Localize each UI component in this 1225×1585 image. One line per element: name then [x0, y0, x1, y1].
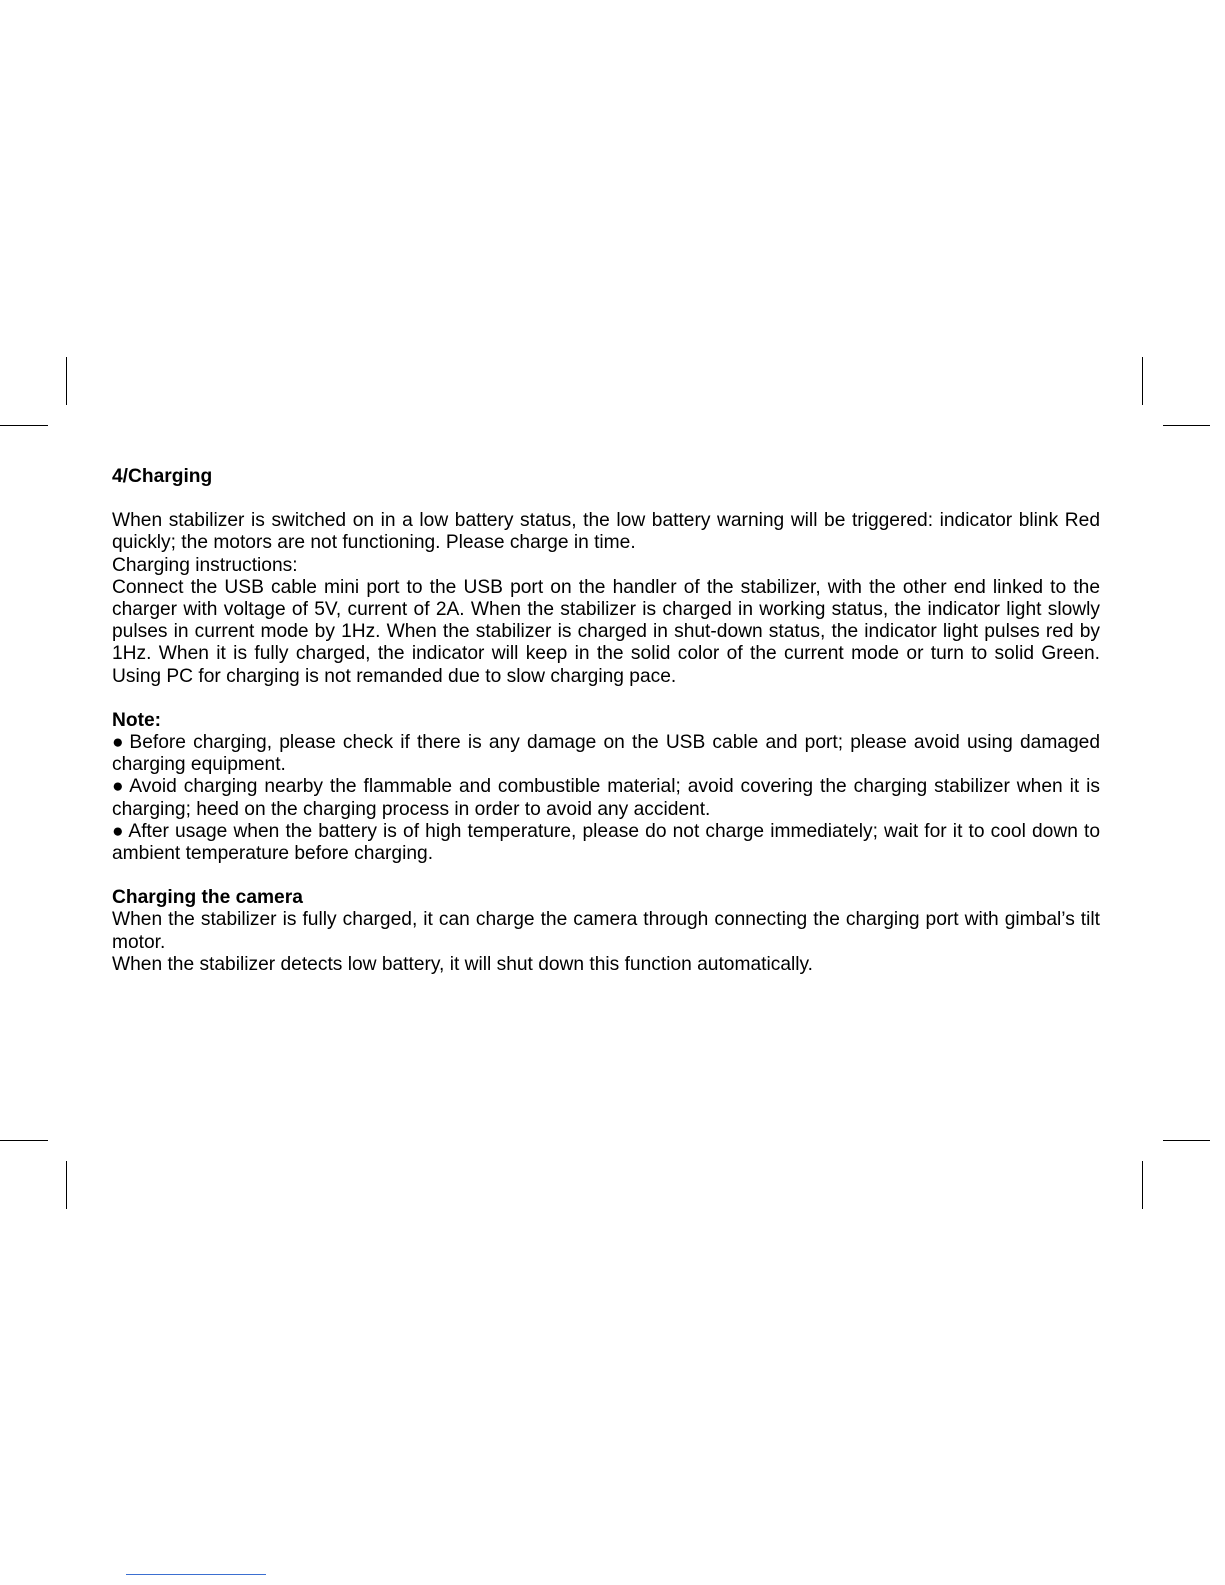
crop-mark-top-left-horizontal [0, 425, 48, 426]
crop-mark-top-right-vertical [1142, 357, 1143, 405]
camera-title: Charging the camera [112, 887, 303, 909]
bullet-icon: ● [112, 776, 126, 798]
charging-instructions-label: Charging instructions: [112, 554, 298, 576]
note-title: Note: [112, 709, 162, 731]
note-item-text: Avoid charging nearby the flammable and combustible material; avoid covering the charging stabilizer when it is charging; heed on the charging process in order to avoid any accident. [112, 776, 1100, 820]
charging-instructions-paragraph: Connect the USB cable mini port to the USB port on the handler of the stabilizer, with the other end linked to the charger with voltage of 5V, current of 2A. When the stabilizer is charged in working status, the indicator light slowly pulses in current mode by 1Hz. When the stabilizer is charged in shut-down status, the indicator light pulses red by 1Hz. When it is fully charged, the indicator will keep in the solid color of the current mode or turn to solid Green. Using PC for charging is not remanded due to slow charging pace. [112, 576, 1100, 687]
bullet-icon: ● [112, 732, 126, 754]
spacer [112, 688, 1100, 710]
note-item [112, 732, 1100, 776]
low-battery-paragraph: When stabilizer is switched on in a low battery status, the low battery warning will be triggered: indicator blink Red quickly; the motors are not functioning. Please charge in time. [112, 510, 1100, 554]
note-item [112, 821, 1100, 865]
camera-paragraph: When the stabilizer detects low battery, it will shut down this function automatically. [112, 953, 814, 975]
spacer [112, 488, 1100, 510]
crop-mark-bottom-left-vertical [66, 1161, 67, 1209]
camera-paragraph: When the stabilizer is fully charged, it can charge the camera through connecting the charging port with gimbal’s tilt motor. [112, 909, 1100, 953]
section-title: 4/Charging [112, 466, 213, 487]
crop-mark-bottom-left-horizontal [0, 1140, 48, 1141]
page-content [112, 466, 1100, 976]
bullet-icon: ● [112, 820, 125, 842]
crop-mark-top-left-vertical [66, 357, 67, 405]
note-item-text: Before charging, please check if there is any damage on the USB cable and port; please avoid using damaged charging equipment. [112, 732, 1100, 776]
note-item-text: After usage when the battery is of high temperature, please do not charge immediately; wait for it to cool down to ambient temperature before charging. [112, 820, 1100, 865]
crop-mark-bottom-right-horizontal [1163, 1140, 1210, 1141]
crop-mark-top-right-horizontal [1163, 425, 1210, 426]
note-item [112, 776, 1100, 820]
crop-mark-bottom-right-vertical [1142, 1161, 1143, 1209]
bottom-divider [126, 1574, 266, 1575]
spacer [112, 865, 1100, 887]
